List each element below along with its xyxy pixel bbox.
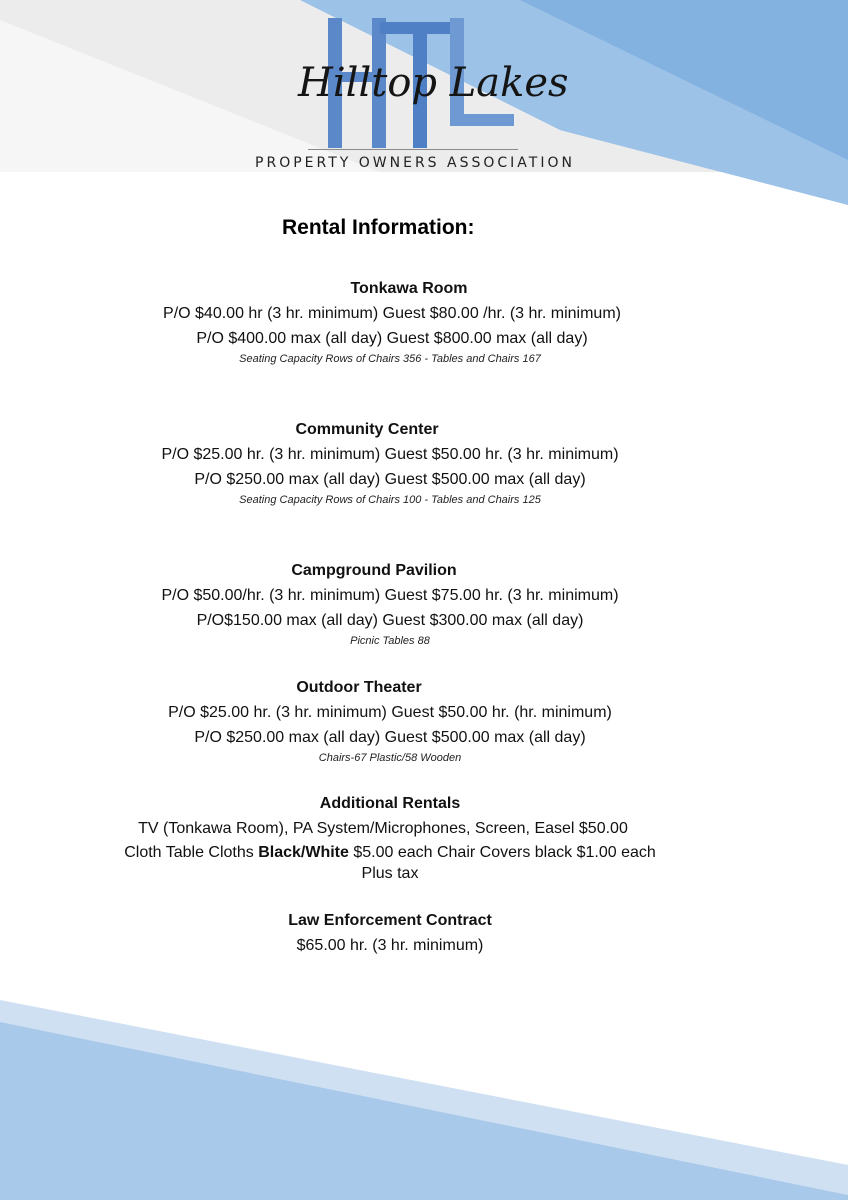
section-line: P/O $250.00 max (all day) Guest $500.00 max (all day) bbox=[194, 729, 586, 746]
section-line: P/O $50.00/hr. (3 hr. minimum) Guest $75.00 hr. (3 hr. minimum) bbox=[161, 587, 619, 604]
page-title: Rental Information: bbox=[282, 216, 475, 239]
logo-divider bbox=[308, 149, 518, 150]
section-heading-law-enforcement: Law Enforcement Contract bbox=[288, 912, 492, 929]
section-line: P/O$150.00 max (all day) Guest $300.00 max (all day) bbox=[196, 612, 584, 629]
law-line: $65.00 hr. (3 hr. minimum) bbox=[296, 937, 484, 954]
section-note: Seating Capacity Rows of Chairs 100 - Tables and Chairs 125 bbox=[239, 494, 541, 506]
logo-script-text: Hilltop Lakes bbox=[298, 60, 569, 106]
hoa-logo bbox=[220, 10, 610, 170]
section-line: P/O $400.00 max (all day) Guest $800.00 max (all day) bbox=[196, 330, 588, 347]
section-heading-community-center: Community Center bbox=[295, 421, 439, 438]
additional-line-2-post: $5.00 each Chair Covers black $1.00 each bbox=[348, 844, 656, 861]
section-line: P/O $40.00 hr (3 hr. minimum) Guest $80.00 /hr. (3 hr. minimum) bbox=[163, 305, 621, 322]
section-heading-tonkawa: Tonkawa Room bbox=[350, 280, 468, 297]
logo-subtitle: PROPERTY OWNERS ASSOCIATION bbox=[255, 155, 575, 171]
additional-line-2-bold: Black/White bbox=[258, 844, 349, 861]
section-line: P/O $25.00 hr. (3 hr. minimum) Guest $50.00 hr. (hr. minimum) bbox=[168, 704, 612, 721]
section-note: Chairs-67 Plastic/58 Wooden bbox=[318, 752, 462, 764]
section-heading-additional-rentals: Additional Rentals bbox=[319, 795, 461, 812]
section-heading-outdoor-theater: Outdoor Theater bbox=[296, 679, 422, 696]
additional-line-2-pre: Cloth Table Cloths bbox=[124, 844, 259, 861]
section-line: P/O $250.00 max (all day) Guest $500.00 max (all day) bbox=[194, 471, 586, 488]
section-note: Picnic Tables 88 bbox=[350, 635, 430, 647]
additional-line-2 bbox=[0, 844, 814, 862]
additional-line-3: Plus tax bbox=[361, 865, 419, 882]
section-heading-campground-pavilion: Campground Pavilion bbox=[291, 562, 457, 579]
section-note: Seating Capacity Rows of Chairs 356 - Tables and Chairs 167 bbox=[239, 353, 541, 365]
additional-line-1: TV (Tonkawa Room), PA System/Microphones, Screen, Easel $50.00 bbox=[138, 820, 628, 837]
section-line: P/O $25.00 hr. (3 hr. minimum) Guest $50.00 hr. (3 hr. minimum) bbox=[161, 446, 619, 463]
